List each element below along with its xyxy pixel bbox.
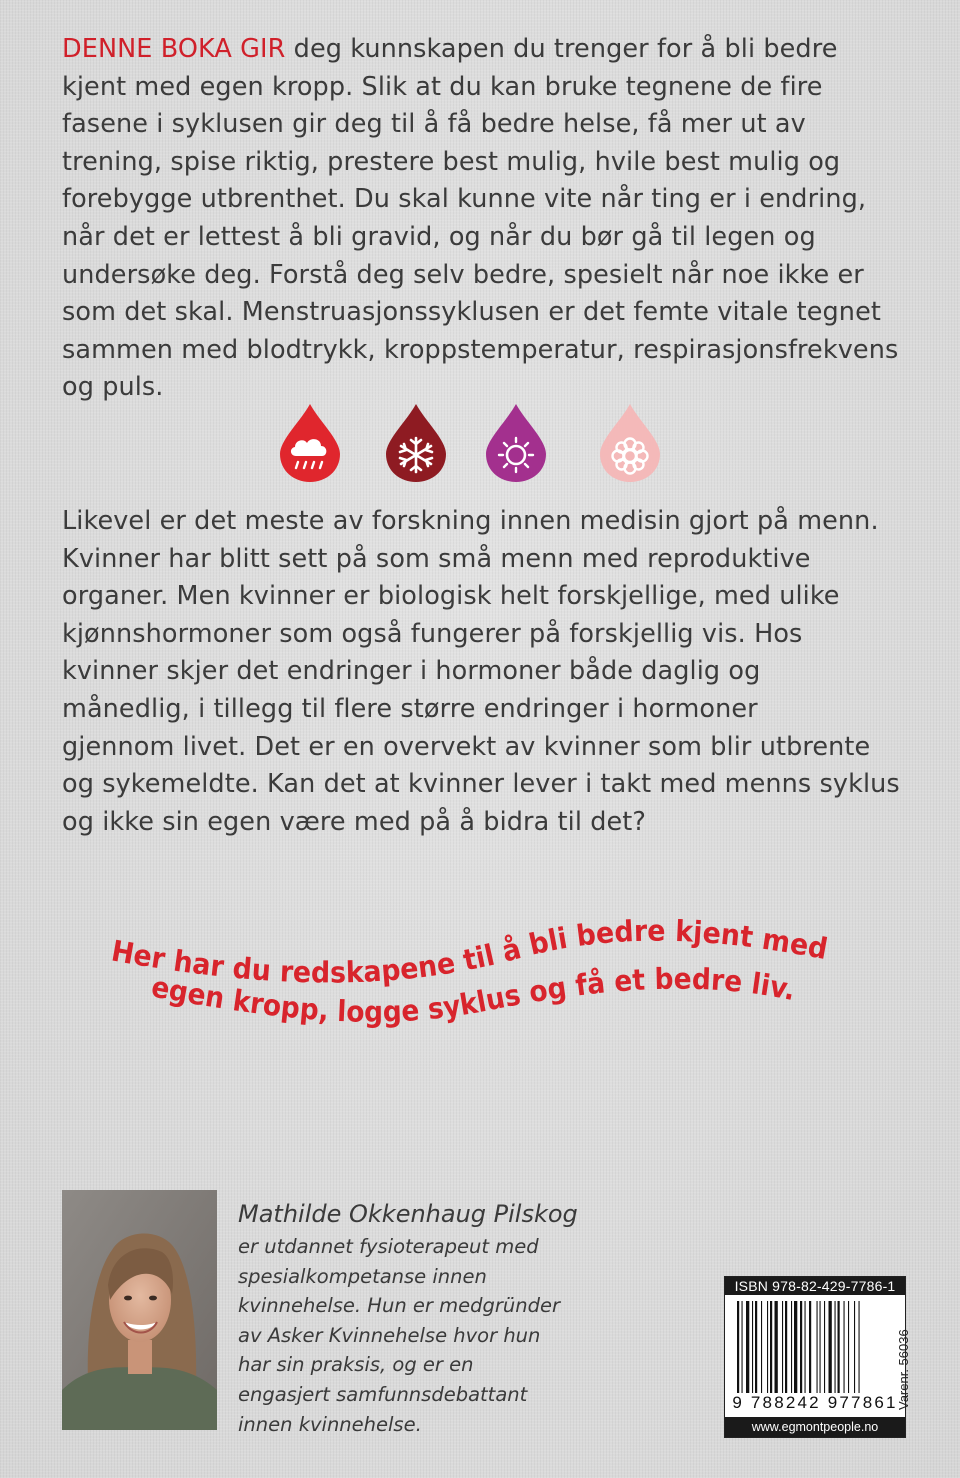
body-line: og ikke sin egen være med på å bidra til det?	[62, 806, 647, 837]
author-photo	[62, 1190, 217, 1430]
flower-icon	[596, 402, 664, 484]
intro-line	[62, 31, 922, 69]
snowflake-icon	[382, 402, 450, 484]
body-line: Kvinner har blitt sett på som små menn med reproduktive	[62, 543, 811, 574]
slogan-line-1: Her har du redskapene til å bli bedre kjent med	[108, 913, 832, 990]
bio-line: spesialkompetanse innen	[238, 1264, 487, 1288]
barcode-digits: 9 788242 977861	[725, 1393, 905, 1415]
author-bio-text	[238, 1232, 598, 1439]
body-line: og sykemeldte. Kan det at kvinner lever i takt med menns syklus	[62, 769, 900, 800]
intro-line: undersøke deg. Forstå deg selv bedre, spesielt når noe ikke er	[62, 259, 864, 290]
body-line: kjønnshormoner som også fungerer på forskjellig vis. Hos	[62, 618, 803, 649]
intro-line: kjent med egen kropp. Slik at du kan bruke tegnene de fire	[62, 71, 823, 102]
author-name: Mathilde Okkenhaug Pilskog	[238, 1200, 578, 1228]
item-number: Varenr. 56036	[896, 1329, 911, 1410]
isbn-number: ISBN 978-82-429-7786-1	[725, 1277, 905, 1295]
intro-line: når det er lettest å bli gravid, og når du bør gå til legen og	[62, 221, 816, 252]
intro-line: trening, spise riktig, prestere best mulig, hvile best mulig og	[62, 146, 841, 177]
intro-lead: DENNE BOKA GIR	[62, 34, 286, 64]
author-bio	[238, 1198, 598, 1439]
sun-icon	[482, 402, 550, 484]
intro-line: som det skal. Menstruasjonssyklusen er det femte vitale tegnet	[62, 297, 881, 328]
body-line: månedlig, i tillegg til flere større endringer i hormoner	[62, 693, 758, 724]
slogan	[0, 910, 960, 1060]
intro-paragraph	[62, 31, 922, 407]
publisher-url: www.egmontpeople.no	[725, 1417, 905, 1437]
barcode-bars	[735, 1301, 895, 1399]
rain-cloud-icon	[276, 402, 344, 484]
bio-line: har sin praksis, og er en	[238, 1353, 474, 1377]
bio-line: kvinnehelse. Hun er medgründer	[238, 1294, 560, 1318]
body-line: gjennom livet. Det er en overvekt av kvinner som blir utbrente	[62, 731, 871, 762]
body-line: organer. Men kvinner er biologisk helt forskjellige, med ulike	[62, 581, 840, 612]
intro-line: og puls.	[62, 372, 164, 403]
isbn-barcode	[724, 1276, 906, 1438]
body-line: Likevel er det meste av forskning innen medisin gjort på menn.	[62, 506, 879, 536]
intro-line: sammen med blodtrykk, kroppstemperatur, respirasjonsfrekvens	[62, 334, 899, 365]
cycle-phase-icons	[276, 402, 666, 492]
body-paragraph	[62, 503, 922, 841]
slogan-line-2: egen kropp, logge syklus og få et bedre liv.	[148, 961, 800, 1029]
bio-line: engasjert samfunnsdebattant	[238, 1382, 528, 1406]
intro-line-text: deg kunnskapen du trenger for å bli bedre	[285, 34, 838, 64]
bio-line: er utdannet fysioterapeut med	[238, 1235, 539, 1258]
body-line: kvinner skjer det endringer i hormoner både daglig og	[62, 656, 761, 687]
bio-line: innen kvinnehelse.	[238, 1412, 422, 1436]
intro-line: forebygge utbrenthet. Du skal kunne vite når ting er i endring,	[62, 184, 867, 215]
intro-line: fasene i syklusen gir deg til å få bedre helse, få mer ut av	[62, 109, 806, 140]
bio-line: av Asker Kvinnehelse hvor hun	[238, 1323, 541, 1347]
